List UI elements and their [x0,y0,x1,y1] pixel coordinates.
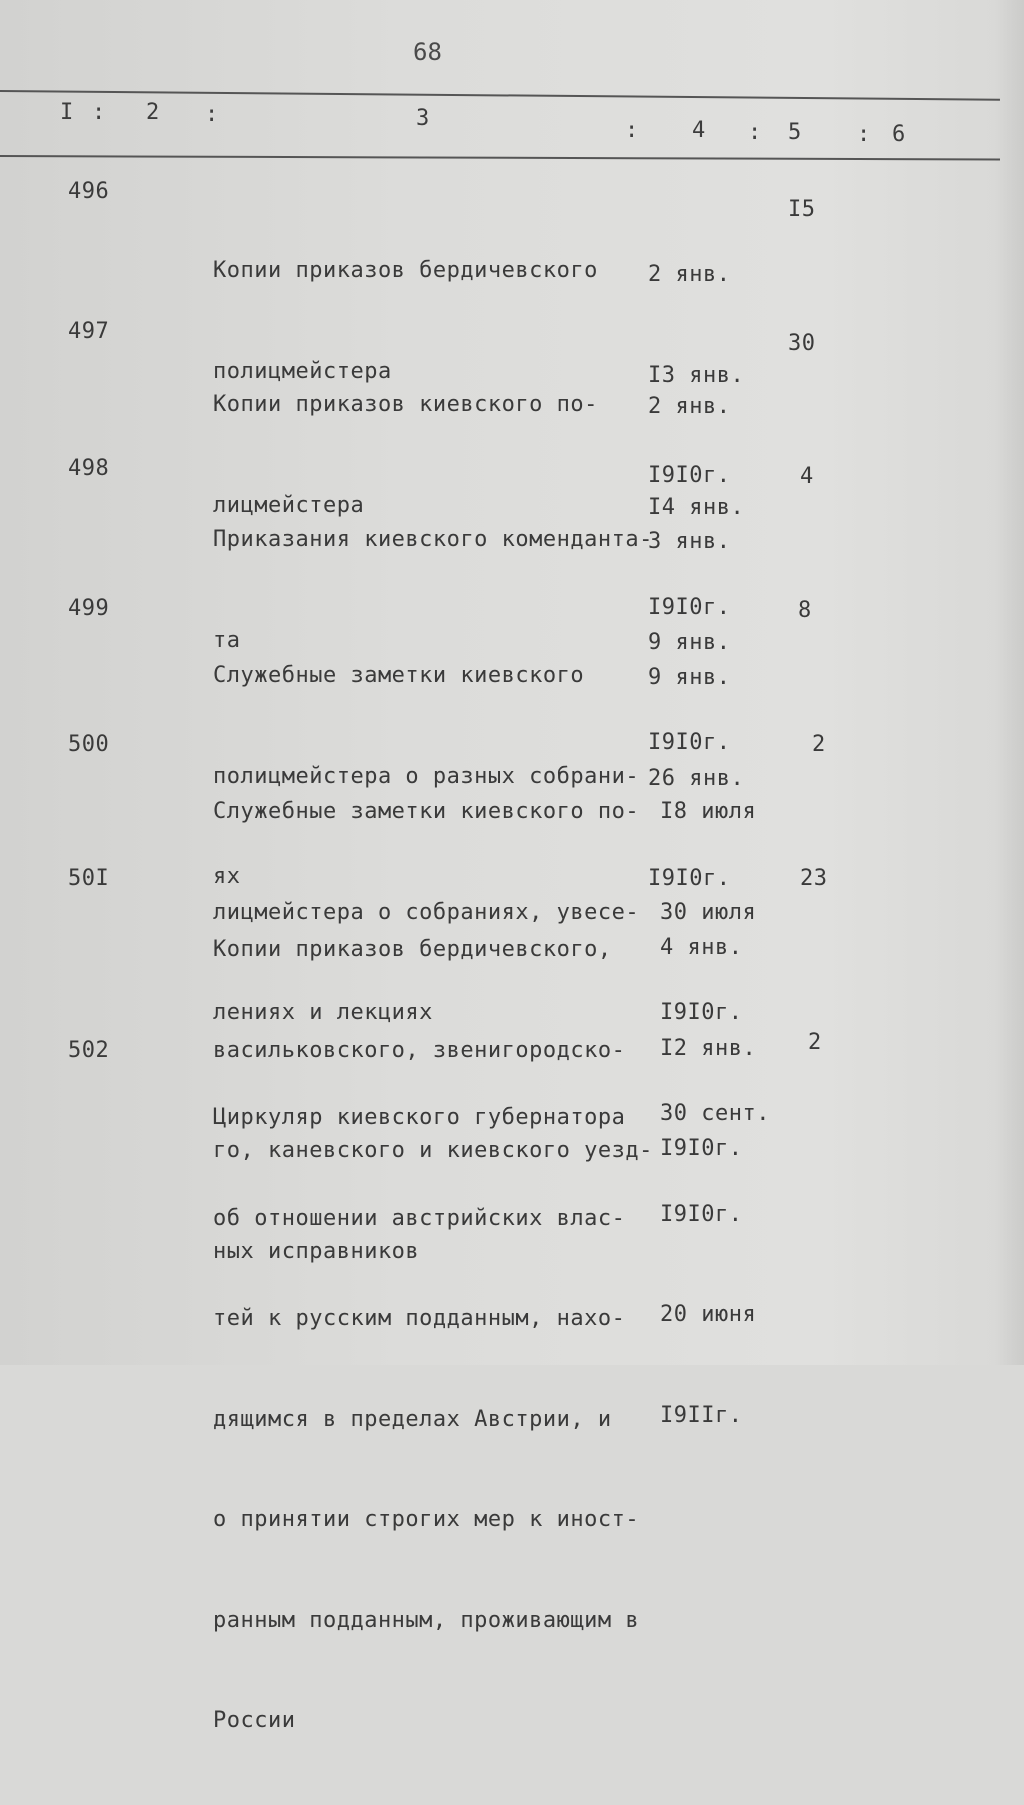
entry-sheets: 2 [812,732,826,757]
entry-number: 498 [68,456,110,481]
column-separator: : [857,122,871,147]
entry-dates: 30 сент. I9I0г. 20 июня I9IIг. [660,1101,770,1428]
column-header-6: 6 [892,122,906,147]
entry-sheets: 30 [788,331,816,356]
entry-number: 497 [68,319,110,344]
entry-dates: 2 янв. I3 янв. I9I0г. [648,262,745,488]
column-header-1: I [60,100,74,125]
column-header-3: 3 [416,106,430,131]
column-header-5: 5 [788,120,802,145]
column-separator: : [748,120,762,145]
entry-number: 502 [68,1038,110,1063]
entry-description: Циркуляр киевского губернатора об отношении австрийских влас- тей к русским подданным, нахо- дящимся в пределах Австрии, и о принятии строгих мер к иност- ранным подданным, проживающим в России [213,1105,640,1733]
entry-description: Приказания киевского коменданта- та [213,527,653,653]
entry-description: Копии приказов бердичевского полицмейстера [213,258,598,384]
page-number: 68 [413,38,442,66]
header-rule-bottom [0,155,1000,160]
column-header-4: 4 [692,118,706,143]
entry-description: Копии приказов бердичевского, васильковского, звенигородско- го, каневского и киевского уезд- ных исправников [213,937,653,1264]
entry-dates: 4 янв. I2 янв. I9I0г. [660,935,757,1161]
column-separator: : [92,100,106,125]
entry-number: 500 [68,732,110,757]
entry-number: 499 [68,596,110,621]
entry-dates: 3 янв. 9 янв. I9I0г. [648,529,731,755]
column-header-2: 2 [146,100,160,125]
entry-description: Копии приказов киевского по- лицмейстера [213,392,598,518]
entry-sheets: 23 [800,866,828,891]
page-edge-shadow [994,0,1024,1365]
column-separator: : [205,102,219,127]
entry-dates: 9 янв. 26 янв. I9I0г. [648,665,745,891]
entry-number: 50I [68,866,110,891]
entry-sheets: 8 [798,598,812,623]
entry-dates: 2 янв. I4 янв. I9I0г. [648,394,745,620]
entry-sheets: 2 [808,1030,822,1055]
entry-description: Служебные заметки киевского полицмейстера о разных собрани- ях [213,663,640,889]
entry-dates: I8 июля 30 июля I9I0г. [660,799,757,1025]
entry-sheets: I5 [788,197,816,222]
column-separator: : [625,118,639,143]
entry-number: 496 [68,179,110,204]
entry-description: Служебные заметки киевского по- лицмейстера о собраниях, увесе- лениях и лекциях [213,799,640,1025]
entry-sheets: 4 [800,464,814,489]
